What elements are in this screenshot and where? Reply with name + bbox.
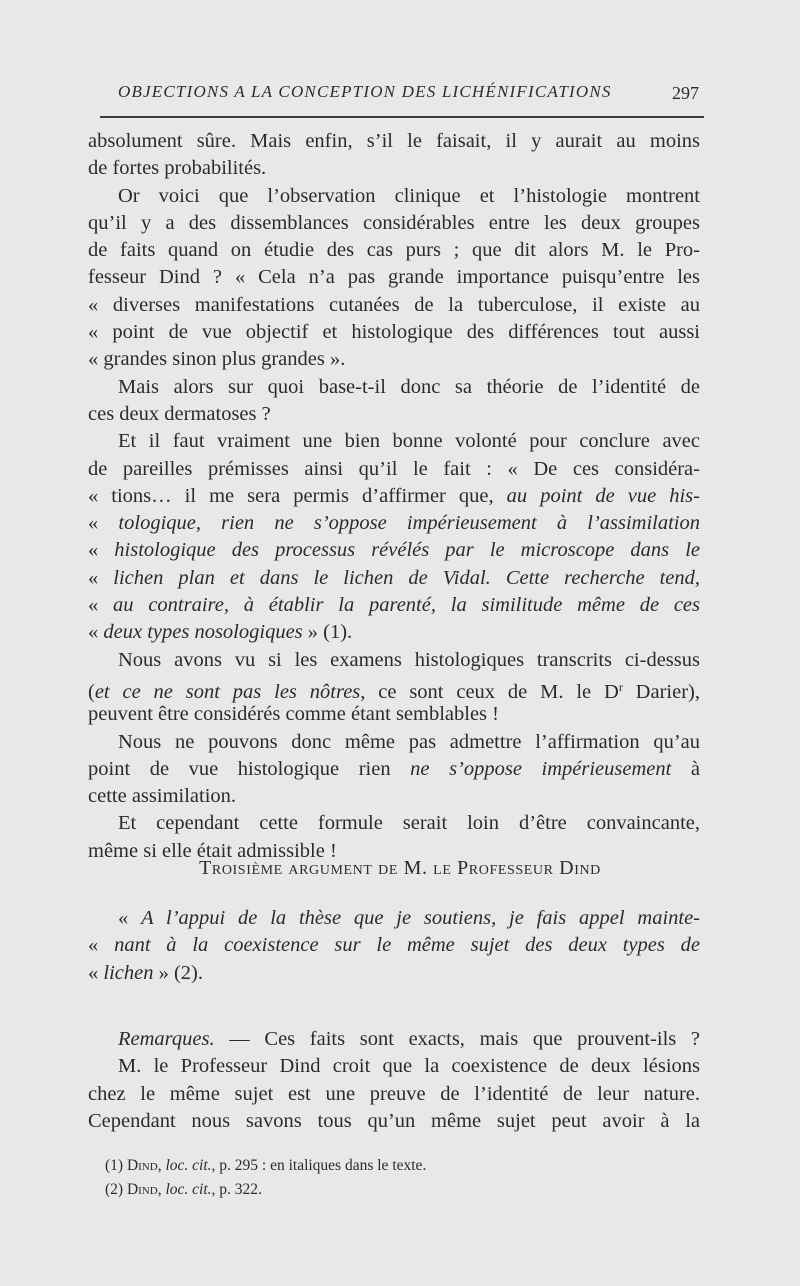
body-line bbox=[88, 456, 700, 483]
body-line bbox=[88, 701, 700, 728]
text-run: même si elle était admissible ! bbox=[88, 839, 337, 862]
text-run: Et il faut vraiment une bien bonne volonté pour conclure avec bbox=[118, 430, 700, 453]
text-run: « diverses manifestations cutanées de la tuberculose, il existe au bbox=[88, 293, 700, 316]
body-line bbox=[88, 210, 700, 237]
body-line bbox=[88, 483, 700, 510]
text-run: « bbox=[88, 539, 115, 562]
footnotes-line bbox=[105, 1178, 605, 1202]
block-quote bbox=[88, 905, 700, 987]
text-run: (1) bbox=[105, 1157, 127, 1174]
remarks-paragraph bbox=[88, 1026, 700, 1135]
italic-text: histologique des processus révélés par le microscope dans le bbox=[114, 539, 700, 562]
text-run: « bbox=[88, 512, 119, 535]
text-run: chez le même sujet est une preuve de l’identité de leur nature. bbox=[88, 1082, 700, 1105]
text-run: » (2). bbox=[153, 961, 203, 984]
text-run: , p. 322. bbox=[211, 1181, 262, 1198]
body-line bbox=[88, 428, 700, 455]
quote-line bbox=[88, 905, 700, 932]
body-line bbox=[88, 155, 700, 182]
italic-text: au contraire, à établir la parenté, la similitude même de ces bbox=[113, 594, 701, 617]
text-run: ( bbox=[88, 680, 95, 703]
body-line bbox=[88, 319, 700, 346]
text-run: « bbox=[88, 934, 115, 957]
body-line bbox=[88, 237, 700, 264]
text-run: Mais alors sur quoi base-t-il donc sa théorie de l’identité de bbox=[118, 375, 700, 398]
text-run: qu’il y a des dissemblances considérables entre les deux groupes bbox=[88, 211, 700, 234]
section-heading: Troisième argument de M. le Professeur Dind bbox=[199, 857, 601, 879]
body-line bbox=[88, 810, 700, 837]
footnotes bbox=[105, 1154, 605, 1202]
text-run: Cependant nous savons tous qu’un même sujet peut avoir à la bbox=[88, 1109, 700, 1132]
remarks-line bbox=[88, 1053, 700, 1080]
text-run: « bbox=[88, 566, 114, 589]
superscript: r bbox=[618, 679, 623, 694]
italic-text: lichen plan et dans le lichen de Vidal. Cette recherche tend, bbox=[113, 566, 700, 589]
text-run: peuvent être considérés comme étant semblables ! bbox=[88, 703, 499, 726]
body-line bbox=[88, 401, 700, 428]
text-run: , ce sont ceux de M. le D bbox=[360, 680, 619, 703]
text-run: « tions… il me sera permis d’affirmer que, bbox=[88, 484, 507, 507]
quote-line bbox=[88, 960, 700, 987]
text-run: , p. 295 : en italiques dans le texte. bbox=[211, 1157, 427, 1174]
text-run: « point de vue objectif et histologique des différences tout aussi bbox=[88, 321, 700, 344]
italic-text: lichen bbox=[103, 961, 154, 984]
italic-text: Remarques. bbox=[118, 1028, 215, 1050]
body-line bbox=[88, 374, 700, 401]
text-run: « bbox=[88, 621, 104, 644]
body-line bbox=[88, 783, 700, 810]
text-run: « grandes sinon plus grandes ». bbox=[88, 348, 346, 371]
body-line bbox=[88, 647, 700, 674]
italic-text: nant à la coexistence sur le même sujet des deux types de bbox=[114, 934, 701, 957]
body-line bbox=[88, 537, 700, 564]
body-line bbox=[88, 346, 700, 373]
body-line bbox=[88, 592, 700, 619]
text-run: — Ces faits sont exacts, mais que prouvent-ils ? bbox=[214, 1028, 700, 1050]
text-run: « bbox=[88, 961, 104, 984]
remarks-line bbox=[88, 1081, 700, 1108]
author-name: Dind bbox=[126, 1181, 158, 1198]
remarks-line bbox=[88, 1026, 700, 1053]
body-line bbox=[88, 292, 700, 319]
text-run: (2) bbox=[105, 1181, 127, 1198]
text-run: » (1). bbox=[302, 621, 353, 644]
italic-text: loc. cit. bbox=[165, 1181, 212, 1198]
italic-text: A l’appui de la thèse que je soutiens, je fais appel mainte- bbox=[141, 907, 701, 929]
body-line bbox=[88, 183, 700, 210]
body-line bbox=[88, 619, 700, 646]
running-header: OBJECTIONS A LA CONCEPTION DES LICHÉNIFICATIONS bbox=[118, 82, 612, 101]
footnotes-line bbox=[105, 1154, 605, 1178]
text-run: , bbox=[157, 1157, 166, 1174]
text-run: point de vue histologique rien bbox=[88, 757, 411, 780]
text-run: de fortes probabilités. bbox=[88, 157, 267, 180]
body-text bbox=[88, 128, 700, 865]
italic-text: tologique, rien ne s’oppose impérieusement à l’assimilation bbox=[118, 512, 701, 535]
quote-line bbox=[88, 932, 700, 959]
text-run: , bbox=[157, 1181, 166, 1198]
italic-text: deux types nosologiques bbox=[103, 621, 303, 644]
body-line bbox=[88, 565, 700, 592]
italic-text: ne s’oppose impérieusement bbox=[410, 757, 672, 780]
text-run: ces deux dermatoses ? bbox=[88, 402, 271, 425]
italic-text: et ce ne sont pas les nôtres bbox=[94, 680, 361, 703]
remarks-line bbox=[88, 1108, 700, 1135]
text-run: Or voici que l’observation clinique et l’histologie montrent bbox=[118, 184, 700, 207]
body-line bbox=[88, 510, 700, 537]
text-run: Et cependant cette formule serait loin d’être convaincante, bbox=[118, 812, 700, 835]
text-run: de faits quand on étudie des cas purs ; que dit alors M. le Pro- bbox=[88, 239, 700, 262]
page-number: 297 bbox=[672, 83, 699, 103]
text-run: cette assimilation. bbox=[88, 785, 237, 808]
text-run: « bbox=[88, 594, 114, 617]
body-line bbox=[88, 128, 700, 155]
text-run: Darier), bbox=[622, 680, 700, 703]
text-run: absolument sûre. Mais enfin, s’il le faisait, il y aurait au moins bbox=[88, 130, 700, 152]
body-line bbox=[88, 729, 700, 756]
body-line bbox=[88, 264, 700, 291]
italic-text: loc. cit. bbox=[165, 1157, 212, 1174]
text-run: à bbox=[671, 757, 700, 780]
text-run: de pareilles prémisses ainsi qu’il le fait : « De ces considéra- bbox=[88, 457, 700, 480]
italic-text: au point de vue his- bbox=[506, 484, 700, 507]
body-line bbox=[88, 674, 700, 701]
text-run: M. le Professeur Dind croit que la coexistence de deux lésions bbox=[118, 1055, 700, 1078]
text-run: Nous avons vu si les examens histologiques transcrits ci-dessus bbox=[118, 648, 700, 671]
body-line bbox=[88, 756, 700, 783]
text-run: « bbox=[118, 907, 142, 929]
text-run: fesseur Dind ? « Cela n’a pas grande importance puisqu’entre les bbox=[88, 266, 700, 289]
header-rule bbox=[100, 116, 704, 118]
author-name: Dind bbox=[126, 1157, 158, 1174]
text-run: Nous ne pouvons donc même pas admettre l’affirmation qu’au bbox=[118, 730, 700, 753]
